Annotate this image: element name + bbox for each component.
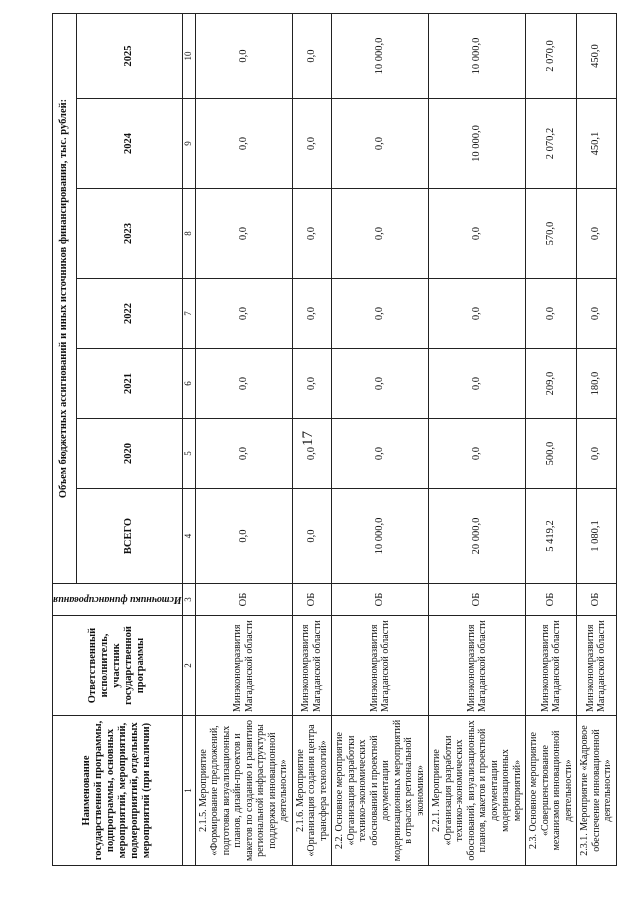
header-year: 2022	[76, 279, 182, 349]
row-value: 0,0	[332, 349, 429, 419]
table-row	[195, 14, 292, 866]
header-source	[53, 584, 183, 616]
row-name: 2.2. Основное мероприятие «Организация разработки технико-экономических обоснований и проектной документации модернизационных мероприятий в отраслях региональной экономики»	[332, 716, 429, 866]
row-value: 450,0	[577, 14, 617, 99]
row-value: 0,0	[577, 189, 617, 279]
table-row	[429, 14, 526, 866]
row-name: 2.3.1. Мероприятие «Кадровое обеспечение инновационной деятельности»	[577, 716, 617, 866]
row-value: 0,0	[195, 189, 292, 279]
row-value: 0,0	[429, 189, 526, 279]
row-executor: Минэкономразвития Магаданской области	[429, 616, 526, 716]
rotated-page	[52, 14, 614, 866]
financing-table	[52, 13, 617, 866]
row-executor: Минэкономразвития Магаданской области	[195, 616, 292, 716]
column-number: 10	[182, 14, 195, 99]
row-source: ОБ	[577, 584, 617, 616]
table-row	[577, 14, 617, 866]
header-year: 2020	[76, 419, 182, 489]
row-value: 0,0	[195, 279, 292, 349]
row-value: 0,0	[332, 419, 429, 489]
header-funding: Объем бюджетных ассигнований и иных источников финансирования, тыс. рублей:	[53, 14, 77, 584]
row-name: 2.1.6. Мероприятие «Организация создания центра трансфера технологий»	[292, 716, 332, 866]
row-value: 0,0	[292, 489, 332, 584]
header-year: 2023	[76, 189, 182, 279]
row-executor: Минэкономразвития Магаданской области	[526, 616, 577, 716]
row-value: 180,0	[577, 349, 617, 419]
row-value: 0,0	[292, 279, 332, 349]
header-year: ВСЕГО	[76, 489, 182, 584]
row-value: 0,0	[292, 349, 332, 419]
header-source-label: Источники финансирования	[53, 594, 182, 606]
row-value: 0,0	[195, 489, 292, 584]
column-number: 8	[182, 189, 195, 279]
row-value: 10 000,0	[332, 14, 429, 99]
row-value: 0,0	[292, 14, 332, 99]
row-executor: Минэкономразвития Магаданской области	[292, 616, 332, 716]
column-numbers-row	[182, 14, 195, 866]
row-executor: Минэкономразвития Магаданской области	[332, 616, 429, 716]
row-source: ОБ	[429, 584, 526, 616]
row-value: 20 000,0	[429, 489, 526, 584]
header-year: 2025	[76, 14, 182, 99]
page-number: 17	[300, 431, 316, 446]
row-value: 1 080,1	[577, 489, 617, 584]
header-name: Наименование государственной программы, подпрограммы, основных мероприятий, мероприятий, подмероприятий, отдельных мероприятий (при наличии)	[53, 716, 183, 866]
column-number: 7	[182, 279, 195, 349]
header-year: 2021	[76, 349, 182, 419]
row-value: 0,0	[429, 419, 526, 489]
row-value: 0,0	[332, 279, 429, 349]
header-year: 2024	[76, 99, 182, 189]
row-value: 500,0	[526, 419, 577, 489]
row-value: 10 000,0	[332, 489, 429, 584]
row-value: 0,0	[429, 279, 526, 349]
row-value: 0,0	[429, 349, 526, 419]
column-number: 5	[182, 419, 195, 489]
row-name: 2.1.5. Мероприятие «Формирование предложений, подготовка визуализационных планов, дизайн-проектов и макетов по созданию и развитию региональной инфраструктуры поддержки инновационной деятельности»	[195, 716, 292, 866]
column-number: 2	[182, 616, 195, 716]
row-source: ОБ	[292, 584, 332, 616]
row-value: 0,0	[195, 349, 292, 419]
row-name: 2.3. Основное мероприятие «Совершенствование механизмов инновационной деятельности»	[526, 716, 577, 866]
table-row	[526, 14, 577, 866]
row-value: 209,0	[526, 349, 577, 419]
table-row	[332, 14, 429, 866]
header-executor: Ответственный исполнитель, участник государственной программы	[53, 616, 183, 716]
row-value: 2 070,0	[526, 14, 577, 99]
row-source: ОБ	[332, 584, 429, 616]
column-number: 4	[182, 489, 195, 584]
row-value: 0,0	[195, 99, 292, 189]
row-value: 570,0	[526, 189, 577, 279]
column-number: 3	[182, 584, 195, 616]
row-value: 0,0	[292, 99, 332, 189]
row-value: 0,0	[292, 189, 332, 279]
row-value: 0,0	[577, 419, 617, 489]
row-value: 0,0	[195, 14, 292, 99]
table-row	[292, 14, 332, 866]
row-value: 450,1	[577, 99, 617, 189]
row-value: 0,0	[526, 279, 577, 349]
row-value: 2 070,2	[526, 99, 577, 189]
column-number: 1	[182, 716, 195, 866]
row-name: 2.2.1. Мероприятие «Организация разработки технико-экономических обоснований, визуализационных планов, макетов и проектной документации модернизационных мероприятий»	[429, 716, 526, 866]
row-value: 0,0	[577, 279, 617, 349]
row-source: ОБ	[526, 584, 577, 616]
column-number: 6	[182, 349, 195, 419]
row-value: 10 000,0	[429, 14, 526, 99]
column-number: 9	[182, 99, 195, 189]
row-value: 0,0	[332, 99, 429, 189]
row-value: 0,0	[195, 419, 292, 489]
row-source: ОБ	[195, 584, 292, 616]
row-executor: Минэкономразвития Магаданской области	[577, 616, 617, 716]
row-value: 0,0	[332, 189, 429, 279]
row-value: 5 419,2	[526, 489, 577, 584]
row-value: 0,0	[292, 419, 332, 489]
row-value: 10 000,0	[429, 99, 526, 189]
